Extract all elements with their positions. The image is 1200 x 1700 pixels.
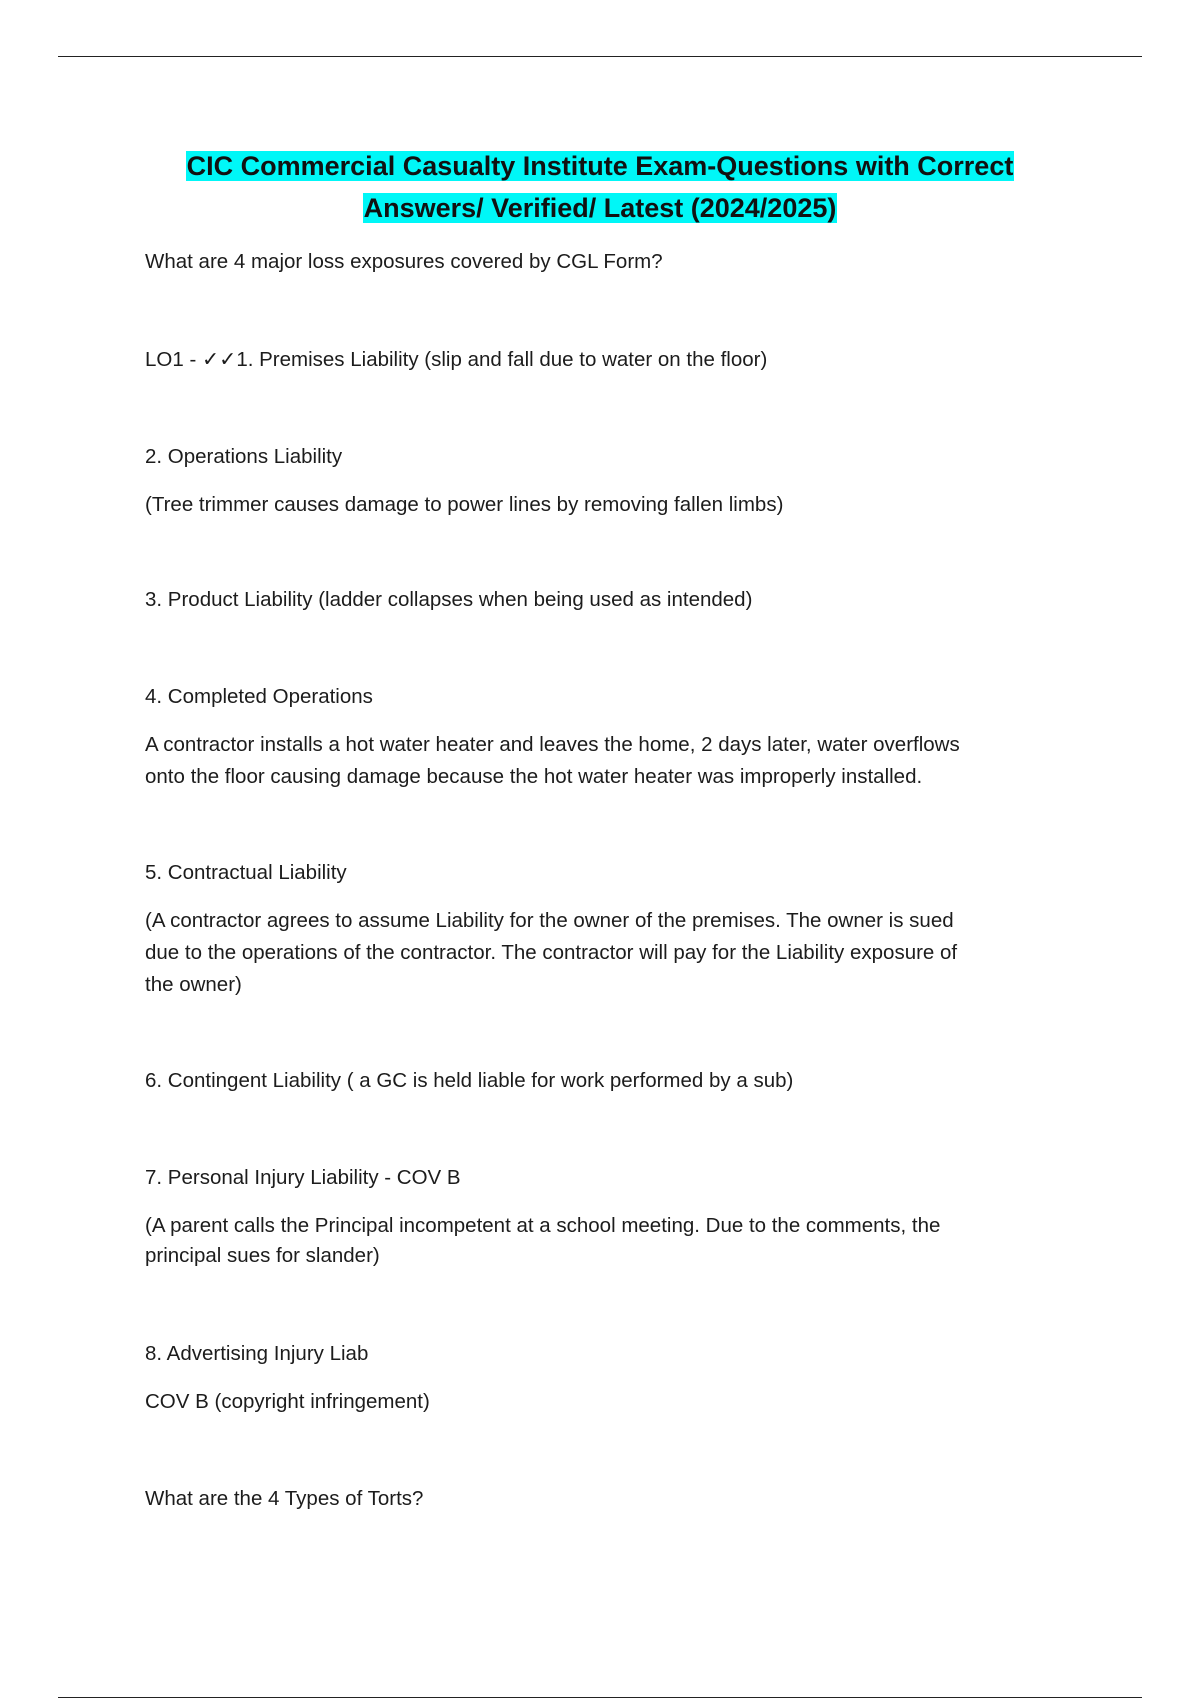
answer-item-7-detail-2: principal sues for slander) <box>145 1244 380 1267</box>
answer-item-8-heading: 8. Advertising Injury Liab <box>145 1342 369 1365</box>
title-line-1: CIC Commercial Casualty Institute Exam-Questions with Correct <box>186 151 1014 181</box>
answer-item-1: LO1 - ✓✓1. Premises Liability (slip and fall due to water on the floor) <box>145 348 768 371</box>
answer-item-5-heading: 5. Contractual Liability <box>145 861 347 884</box>
answer-item-7-detail-1: (A parent calls the Principal incompetent at a school meeting. Due to the comments, the <box>145 1214 941 1237</box>
top-rule <box>58 56 1142 57</box>
answer-item-5-detail-1: (A contractor agrees to assume Liability for the owner of the premises. The owner is sued <box>145 909 954 932</box>
document-title <box>100 145 1100 229</box>
answer-item-3: 3. Product Liability (ladder collapses when being used as intended) <box>145 588 753 611</box>
answer-item-8-detail: COV B (copyright infringement) <box>145 1390 430 1413</box>
question-types-of-torts: What are the 4 Types of Torts? <box>145 1487 424 1510</box>
answer-item-4-heading: 4. Completed Operations <box>145 685 373 708</box>
answer-item-5-detail-2: due to the operations of the contractor. The contractor will pay for the Liability exposure of <box>145 941 958 964</box>
answer-item-4-detail-1: A contractor installs a hot water heater and leaves the home, 2 days later, water overflows <box>145 733 960 756</box>
answer-item-2-detail: (Tree trimmer causes damage to power lines by removing fallen limbs) <box>145 493 784 516</box>
answer-item-5-detail-3: the owner) <box>145 973 242 996</box>
answer-item-2-heading: 2. Operations Liability <box>145 445 343 468</box>
answer-item-6: 6. Contingent Liability ( a GC is held liable for work performed by a sub) <box>145 1069 794 1092</box>
title-line-2: Answers/ Verified/ Latest (2024/2025) <box>363 193 837 223</box>
answer-item-4-detail-2: onto the floor causing damage because the hot water heater was improperly installed. <box>145 765 923 788</box>
question-cgl-exposures: What are 4 major loss exposures covered by CGL Form? <box>145 250 663 273</box>
answer-item-7-heading: 7. Personal Injury Liability - COV B <box>145 1166 461 1189</box>
bottom-rule <box>58 1697 1142 1698</box>
